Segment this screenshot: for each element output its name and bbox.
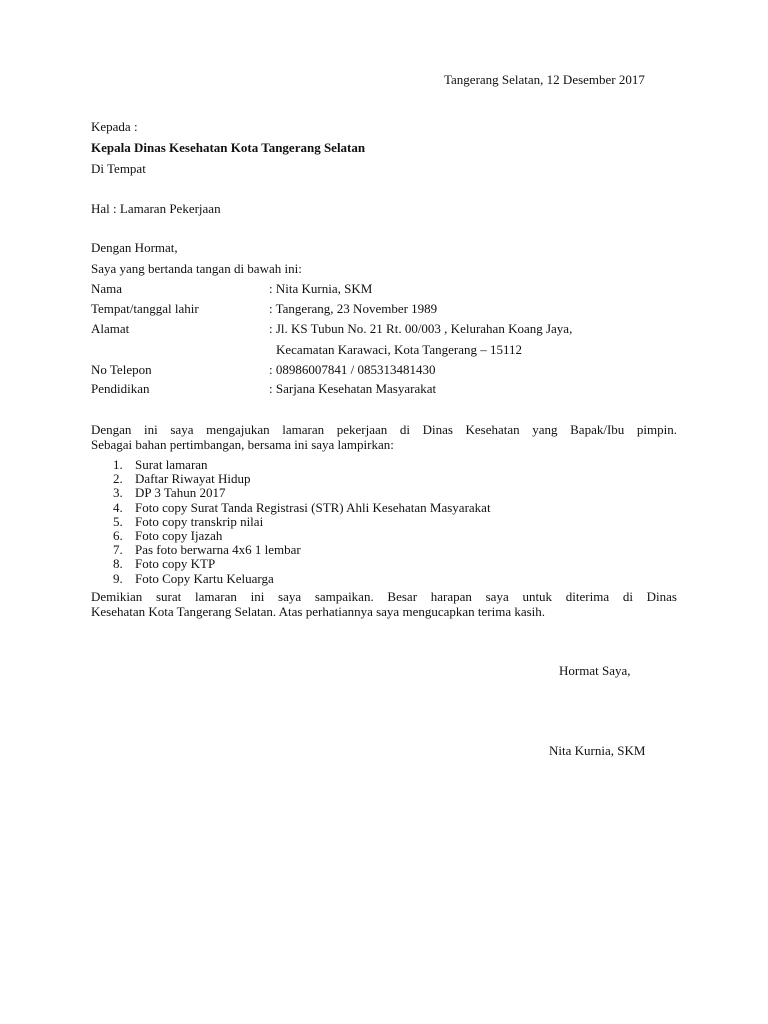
list-item: 5. Foto copy transkrip nilai — [113, 513, 264, 529]
list-item: 4. Foto copy Surat Tanda Registrasi (STR) Ahli Kesehatan Masyarakat — [113, 499, 491, 515]
list-item: 6. Foto copy Ijazah — [113, 527, 223, 543]
list-item: 9. Foto Copy Kartu Keluarga — [113, 570, 274, 586]
body-paragraph — [91, 422, 677, 452]
identity-label: No Telepon — [91, 362, 152, 377]
body-line: Dengan ini saya mengajukan lamaran pekerjaan di Dinas Kesehatan yang Bapak/Ibu pimpin. — [91, 422, 677, 437]
recipient-location: Di Tempat — [91, 161, 146, 176]
list-item: 8. Foto copy KTP — [113, 556, 216, 572]
identity-label: Alamat — [91, 321, 130, 336]
signature-name: Nita Kurnia, SKM — [549, 743, 646, 758]
identity-label: Tempat/tanggal lahir — [91, 301, 199, 316]
list-item: 1. Surat lamaran — [113, 457, 208, 472]
list-item: 3. DP 3 Tahun 2017 — [113, 485, 226, 501]
identity-value: : Sarjana Kesehatan Masyarakat — [269, 381, 437, 396]
identity-value: : 08986007841 / 085313481430 — [269, 362, 436, 377]
signature-salutation: Hormat Saya, — [559, 663, 631, 678]
identity-label: Nama — [91, 281, 123, 296]
closing-paragraph — [91, 589, 677, 619]
identity-value: : Nita Kurnia, SKM — [269, 281, 373, 296]
identity-value-continued: Kecamatan Karawaci, Kota Tangerang – 15112 — [276, 342, 522, 357]
list-item: 7. Pas foto berwarna 4x6 1 lembar — [113, 542, 301, 558]
identity-label: Pendidikan — [91, 381, 150, 396]
closing-line: Demikian surat lamaran ini saya sampaikan. Besar harapan saya untuk diterima di Dinas — [91, 589, 677, 604]
identity-value: : Tangerang, 23 November 1989 — [269, 301, 438, 316]
closing-line: Kesehatan Kota Tangerang Selatan. Atas perhatiannya saya mengucapkan terima kasih. — [91, 604, 546, 619]
subject-line: Hal : Lamaran Pekerjaan — [91, 201, 221, 216]
body-line: Sebagai bahan pertimbangan, bersama ini saya lampirkan: — [91, 437, 394, 452]
greeting: Dengan Hormat, — [91, 240, 178, 255]
list-item: 2. Daftar Riwayat Hidup — [113, 471, 251, 487]
recipient-name: Kepala Dinas Kesehatan Kota Tangerang Selatan — [91, 140, 366, 155]
recipient-label: Kepada : — [91, 119, 138, 134]
place-date: Tangerang Selatan, 12 Desember 2017 — [444, 72, 645, 87]
identity-value: : Jl. KS Tubun No. 21 Rt. 00/003 , Kelurahan Koang Jaya, — [269, 321, 573, 336]
intro-line: Saya yang bertanda tangan di bawah ini: — [91, 261, 302, 276]
attachment-list — [113, 458, 491, 586]
